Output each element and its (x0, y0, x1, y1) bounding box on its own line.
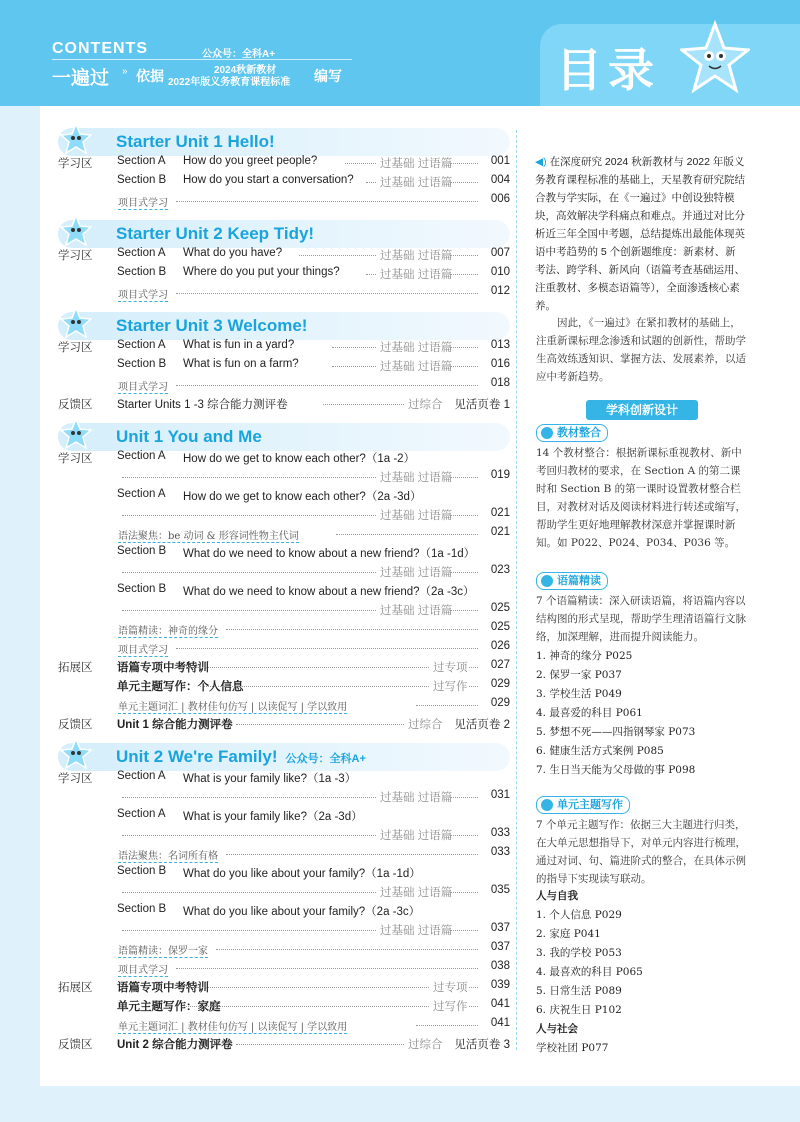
tag-labels: 过基础 过语篇 (380, 342, 453, 354)
writing-list-item: 6. 庆祝生日 P102 (536, 1004, 622, 1016)
toc-row (58, 564, 510, 582)
tag-labels: 过基础 过语篇 (380, 605, 453, 617)
toc-row (58, 998, 510, 1016)
dot-leader (176, 293, 478, 294)
page-title: 目录 (556, 43, 660, 97)
question-text: How do we get to know each other?（1a -2） (183, 453, 416, 465)
page-number: 026 (490, 640, 510, 652)
tag-labels: 过基础 过语篇 (380, 510, 453, 522)
unit-title-text: Starter Unit 1 Hello! (116, 132, 275, 151)
dot-leader (226, 629, 478, 630)
unit-title-text: Starter Unit 2 Keep Tidy! (116, 224, 315, 243)
tag-labels: 过基础 过语篇 (380, 887, 453, 899)
toc-row (58, 377, 510, 395)
sub-item-label: 语篇精读：神奇的缘分 (118, 622, 218, 638)
section-label: Section B (117, 266, 167, 278)
toc-row (58, 903, 510, 921)
toc-row (58, 174, 510, 192)
tag-labels: 过写作 (433, 1001, 468, 1013)
page-number: 006 (490, 193, 510, 205)
dot-leader (450, 835, 478, 836)
dot-leader (179, 667, 429, 668)
design-title: 学科创新设计 (586, 400, 698, 420)
zone-label: 学习区 (58, 250, 93, 262)
toc-row (58, 247, 510, 265)
question-text: Where do you put your things? (183, 266, 340, 278)
sub-item-label: 单元主题词汇 | 教材佳句仿写 | 以读促写 | 学以致用 (118, 1018, 347, 1034)
question-text: How do we get to know each other?（2a -3d） (183, 491, 422, 503)
toc-row (58, 678, 510, 696)
pill-reading: 语篇精读 (536, 572, 608, 590)
tag-labels: 过综合 (408, 719, 443, 731)
unit-title (116, 132, 275, 152)
section-label: Unit 2 综合能力测评卷 (117, 1039, 233, 1051)
question-text: What is your family like?（2a -3d） (183, 811, 363, 823)
writing-icon (541, 799, 553, 811)
unit-title-text: Unit 2 We're Family! (116, 747, 278, 766)
section-label: Section B (117, 865, 167, 877)
dot-leader (469, 667, 478, 668)
section-label: Section B (117, 583, 167, 595)
tag-labels: 过基础 过语篇 (380, 567, 453, 579)
page-number: 039 (490, 979, 510, 991)
sub-item-label: 语篇精读：保罗一家 (118, 942, 208, 958)
tag-labels: 过写作 (433, 681, 468, 693)
dot-leader (450, 477, 478, 478)
page-number: 038 (490, 960, 510, 972)
toc-row (58, 450, 510, 468)
page-number: 021 (490, 526, 510, 538)
page-number: 016 (490, 358, 510, 370)
dot-leader (345, 163, 376, 164)
zone-label: 拓展区 (58, 662, 93, 674)
writing-list-item: 学校社团 P077 (536, 1042, 609, 1054)
star-mascot-icon (680, 20, 750, 100)
dot-leader (122, 610, 376, 611)
question-text: What do we need to know about a new friend?（1a -1d） (183, 548, 476, 560)
sub-item-label: 项目式学习 (118, 194, 168, 210)
reading-list-item: 4. 最喜爱的科目 P061 (536, 707, 643, 719)
page-number: 018 (490, 377, 510, 389)
toc-row (58, 266, 510, 284)
sub-item-label: 项目式学习 (118, 961, 168, 977)
zone-label: 反馈区 (58, 399, 93, 411)
section-label: Section A (117, 808, 166, 820)
dot-leader (336, 534, 478, 535)
section-label: 单元主题写作：家庭 (117, 1001, 221, 1013)
writing-list-item: 2. 家庭 P041 (536, 928, 601, 940)
page-number: 025 (490, 621, 510, 633)
toc-row (58, 697, 510, 715)
tag-labels: 过基础 过语篇 (380, 250, 453, 262)
group-heading: 人与自我 (536, 890, 578, 902)
page-number: 041 (490, 998, 510, 1010)
according-label: 依据 (136, 68, 164, 84)
dot-leader (323, 404, 404, 405)
brand-name: 一遍过 (52, 68, 110, 89)
page-number: 023 (490, 564, 510, 576)
page-number: 035 (490, 884, 510, 896)
toc-row (58, 488, 510, 506)
dot-leader (179, 987, 429, 988)
page-number: 031 (490, 789, 510, 801)
page-number: 025 (490, 602, 510, 614)
toc-row (58, 396, 510, 414)
edition-label: 2024秋新教材 (214, 65, 277, 76)
toc-row (58, 193, 510, 211)
mascot-icon (60, 214, 90, 244)
toc-row (58, 339, 510, 357)
page-number: 见活页卷 3 (454, 1039, 510, 1051)
dot-leader (176, 968, 478, 969)
reading-list-item: 1. 神奇的缘分 P025 (536, 650, 633, 662)
question-text: What is fun on a farm? (183, 358, 299, 370)
reading-list-item: 3. 学校生活 P049 (536, 688, 622, 700)
dot-leader (450, 892, 478, 893)
dot-leader (450, 797, 478, 798)
dot-leader (450, 163, 478, 164)
arrow-icon: » (122, 66, 128, 77)
question-text: What do you have? (183, 247, 283, 259)
contents-label: CONTENTS (52, 40, 148, 57)
page-number: 021 (490, 507, 510, 519)
toc-row (58, 922, 510, 940)
dot-leader (416, 705, 478, 706)
dot-leader (450, 515, 478, 516)
mascot-icon (60, 737, 90, 767)
writing-list-item: 4. 最喜欢的科目 P065 (536, 966, 643, 978)
sub-item-label: 项目式学习 (118, 378, 168, 394)
section-label: Section A (117, 339, 166, 351)
zone-label: 学习区 (58, 773, 93, 785)
dot-leader (122, 515, 376, 516)
reading-list-item: 5. 梦想不死——四指钢琴家 P073 (536, 726, 696, 738)
tag-labels: 过综合 (408, 399, 443, 411)
question-text: What do you like about your family?（2a -3c） (183, 906, 421, 918)
mascot-icon (60, 417, 90, 447)
official-account-tag: 公众号：全科A+ (285, 753, 366, 765)
unit-title (116, 224, 314, 244)
toc-row (58, 789, 510, 807)
dot-leader (416, 1025, 478, 1026)
dot-leader (450, 610, 478, 611)
page-number: 001 (490, 155, 510, 167)
dot-leader (450, 930, 478, 931)
page-number: 见活页卷 1 (454, 399, 510, 411)
sub-item-label: 项目式学习 (118, 286, 168, 302)
section-label: Section A (117, 488, 166, 500)
dot-leader (299, 255, 376, 256)
toc-row (58, 621, 510, 639)
page-number: 013 (490, 339, 510, 351)
dot-leader (216, 949, 478, 950)
section-label: Section A (117, 450, 166, 462)
dot-leader (122, 892, 376, 893)
toc-row (58, 583, 510, 601)
book-icon (541, 427, 553, 439)
zone-label: 学习区 (58, 453, 93, 465)
tag-labels: 过基础 过语篇 (380, 269, 453, 281)
official-account: 公众号：全科A+ (202, 49, 276, 60)
toc-row (58, 770, 510, 788)
page-number: 029 (490, 697, 510, 709)
section-label: Section A (117, 155, 166, 167)
dot-leader (122, 797, 376, 798)
toc-row (58, 1017, 510, 1035)
textbook-desc: 14 个教材整合：根据新课标重视教材、新中考回归教材的要求，在 Section A 的第二课时和 Section B 的第一课时设置教材整合栏目，对教材对话及阅读材料进行转述或缩写，帮助学生更好地理解教材深意并掌握课时新知。如 P022、P024、P034、P036 等。 (536, 447, 746, 549)
dot-leader (122, 930, 376, 931)
zone-label: 拓展区 (58, 982, 93, 994)
tag-labels: 过专项 (433, 982, 468, 994)
speaker-icon: ◀) (535, 156, 547, 168)
page-number: 029 (490, 678, 510, 690)
reading-list-item: 6. 健康生活方式案例 P085 (536, 745, 664, 757)
section-label: Section A (117, 247, 166, 259)
toc-row (58, 1036, 510, 1054)
standard-label: 2022年版义务教育课程标准 (168, 77, 291, 88)
page-number: 037 (490, 941, 510, 953)
dot-leader (366, 182, 376, 183)
tag-labels: 过基础 过语篇 (380, 925, 453, 937)
sub-item-label: 语法聚焦：be 动词 & 形容词性物主代词 (118, 527, 299, 543)
dot-leader (450, 182, 478, 183)
toc-row (58, 884, 510, 902)
reading-desc: 7 个语篇精读：深入研读语篇，将语篇内容以结构图的形式呈现，帮助学生理清语篇行文脉络，加深理解，进而提升阅读能力。 (536, 595, 746, 643)
dot-leader (122, 572, 376, 573)
dot-leader (122, 835, 376, 836)
column-divider (516, 130, 517, 1050)
page-number: 037 (490, 922, 510, 934)
page-number: 033 (490, 827, 510, 839)
sub-item-label: 项目式学习 (118, 641, 168, 657)
dot-leader (450, 274, 478, 275)
dot-leader (176, 385, 478, 386)
toc-row (58, 358, 510, 376)
write-label: 编写 (314, 68, 342, 84)
toc-row (58, 640, 510, 658)
sub-item-label: 单元主题词汇 | 教材佳句仿写 | 以读促写 | 学以致用 (118, 698, 347, 714)
page-number: 012 (490, 285, 510, 297)
unit-title (116, 747, 366, 767)
question-text: What is your family like?（1a -3） (183, 773, 357, 785)
section-label: 语篇专项中考特训 (117, 982, 209, 994)
toc-row (58, 941, 510, 959)
page-number: 010 (490, 266, 510, 278)
dot-leader (226, 854, 478, 855)
unit-title-text: Starter Unit 3 Welcome! (116, 316, 308, 335)
dot-leader (450, 347, 478, 348)
question-text: What is fun in a yard? (183, 339, 295, 351)
writing-list-item: 3. 我的学校 P053 (536, 947, 622, 959)
tag-labels: 过基础 过语篇 (380, 361, 453, 373)
unit-title (116, 316, 307, 336)
writing-desc: 7 个单元主题写作：依据三大主题进行归类，在大单元思想指导下，对单元内容进行梳理，通过对词、句、篇进阶式的整合，在具体示例的指导下实现读写联动。 (536, 819, 746, 885)
pill-textbook: 教材整合 (536, 424, 608, 442)
toc-row (58, 526, 510, 544)
page-number: 027 (490, 659, 510, 671)
unit-title-text: Unit 1 You and Me (116, 427, 262, 446)
section-label: Section A (117, 770, 166, 782)
pill-writing: 单元主题写作 (536, 796, 630, 814)
zone-label: 学习区 (58, 158, 93, 170)
section-label: Section B (117, 358, 167, 370)
dot-leader (236, 724, 404, 725)
question-text: What do you like about your family?（1a -1d） (183, 868, 421, 880)
dot-leader (366, 274, 376, 275)
toc-row (58, 507, 510, 525)
dot-leader (469, 686, 478, 687)
writing-list-item: 5. 日常生活 P089 (536, 985, 622, 997)
toc-row (58, 865, 510, 883)
dot-leader (332, 347, 376, 348)
dot-leader (450, 255, 478, 256)
group-heading: 人与社会 (536, 1023, 578, 1035)
mascot-icon (60, 122, 90, 152)
question-text: How do you greet people? (183, 155, 318, 167)
section-label: Section B (117, 903, 167, 915)
tag-labels: 过基础 过语篇 (380, 472, 453, 484)
intro-text: ◀) 在深度研究 2024 秋新教材与 2022 年版义务教育课程标准的基础上，天星教育研究院结合教与学实际，在《一遍过》中创设独特模块，高效解决学科痛点和难点。并通过对比分析近三年全国中考题，总结提炼出最能体现英语中考趋势的 5 个创新题维度：新素材、新考法、跨学科、新风向（语篇考查基础运用、注重教材、多模态语篇等），全面渗透核心素养。 (535, 156, 745, 312)
page-number: 019 (490, 469, 510, 481)
section-label: Section B (117, 545, 167, 557)
dot-leader (176, 648, 478, 649)
zone-label: 反馈区 (58, 719, 93, 731)
dot-leader (200, 686, 429, 687)
toc-row (58, 808, 510, 826)
toc-row (58, 659, 510, 677)
sub-item-label: 语法聚焦：名词所有格 (118, 847, 218, 863)
toc-row (58, 285, 510, 303)
dot-leader (186, 1006, 429, 1007)
question-text: How do you start a conversation? (183, 174, 354, 186)
unit-title (116, 427, 262, 447)
tag-labels: 过基础 过语篇 (380, 158, 453, 170)
tag-labels: 过基础 过语篇 (380, 792, 453, 804)
tag-labels: 过基础 过语篇 (380, 830, 453, 842)
dot-leader (332, 366, 376, 367)
reading-list-item: 2. 保罗一家 P037 (536, 669, 622, 681)
toc-row (58, 979, 510, 997)
page-number: 041 (490, 1017, 510, 1029)
tag-labels: 过基础 过语篇 (380, 177, 453, 189)
toc-row (58, 716, 510, 734)
dot-leader (450, 572, 478, 573)
tag-labels: 过专项 (433, 662, 468, 674)
reading-list-item: 7. 生日当天能为父母做的事 P098 (536, 764, 696, 776)
page-number: 033 (490, 846, 510, 858)
intro-text-2: 因此，《一遍过》在紧扣教材的基础上，注重新课标理念渗透和试题的创新性，帮助学生高效练透知识、掌握方法、发展素养，以适应中考新趋势。 (536, 317, 746, 383)
page-number: 见活页卷 2 (454, 719, 510, 731)
writing-list-item: 1. 个人信息 P029 (536, 909, 622, 921)
toc-row (58, 155, 510, 173)
section-label: Section B (117, 174, 167, 186)
dot-leader (469, 1006, 478, 1007)
section-label: 单元主题写作：个人信息 (117, 681, 244, 693)
page-number: 007 (490, 247, 510, 259)
toc-row (58, 846, 510, 864)
dot-leader (236, 1044, 404, 1045)
tag-labels: 过综合 (408, 1039, 443, 1051)
section-label: Starter Units 1 -3 综合能力测评卷 (117, 399, 288, 411)
toc-row (58, 545, 510, 563)
toc-row (58, 602, 510, 620)
reading-icon (541, 575, 553, 587)
dot-leader (469, 987, 478, 988)
dot-leader (176, 201, 478, 202)
page-number: 004 (490, 174, 510, 186)
question-text: What do we need to know about a new friend?（2a -3c） (183, 586, 475, 598)
toc-row (58, 960, 510, 978)
dot-leader (450, 366, 478, 367)
mascot-icon (60, 306, 90, 336)
section-label: 语篇专项中考特训 (117, 662, 209, 674)
toc-row (58, 827, 510, 845)
zone-label: 学习区 (58, 342, 93, 354)
section-label: Unit 1 综合能力测评卷 (117, 719, 233, 731)
dot-leader (122, 477, 376, 478)
toc-row (58, 469, 510, 487)
zone-label: 反馈区 (58, 1039, 93, 1051)
